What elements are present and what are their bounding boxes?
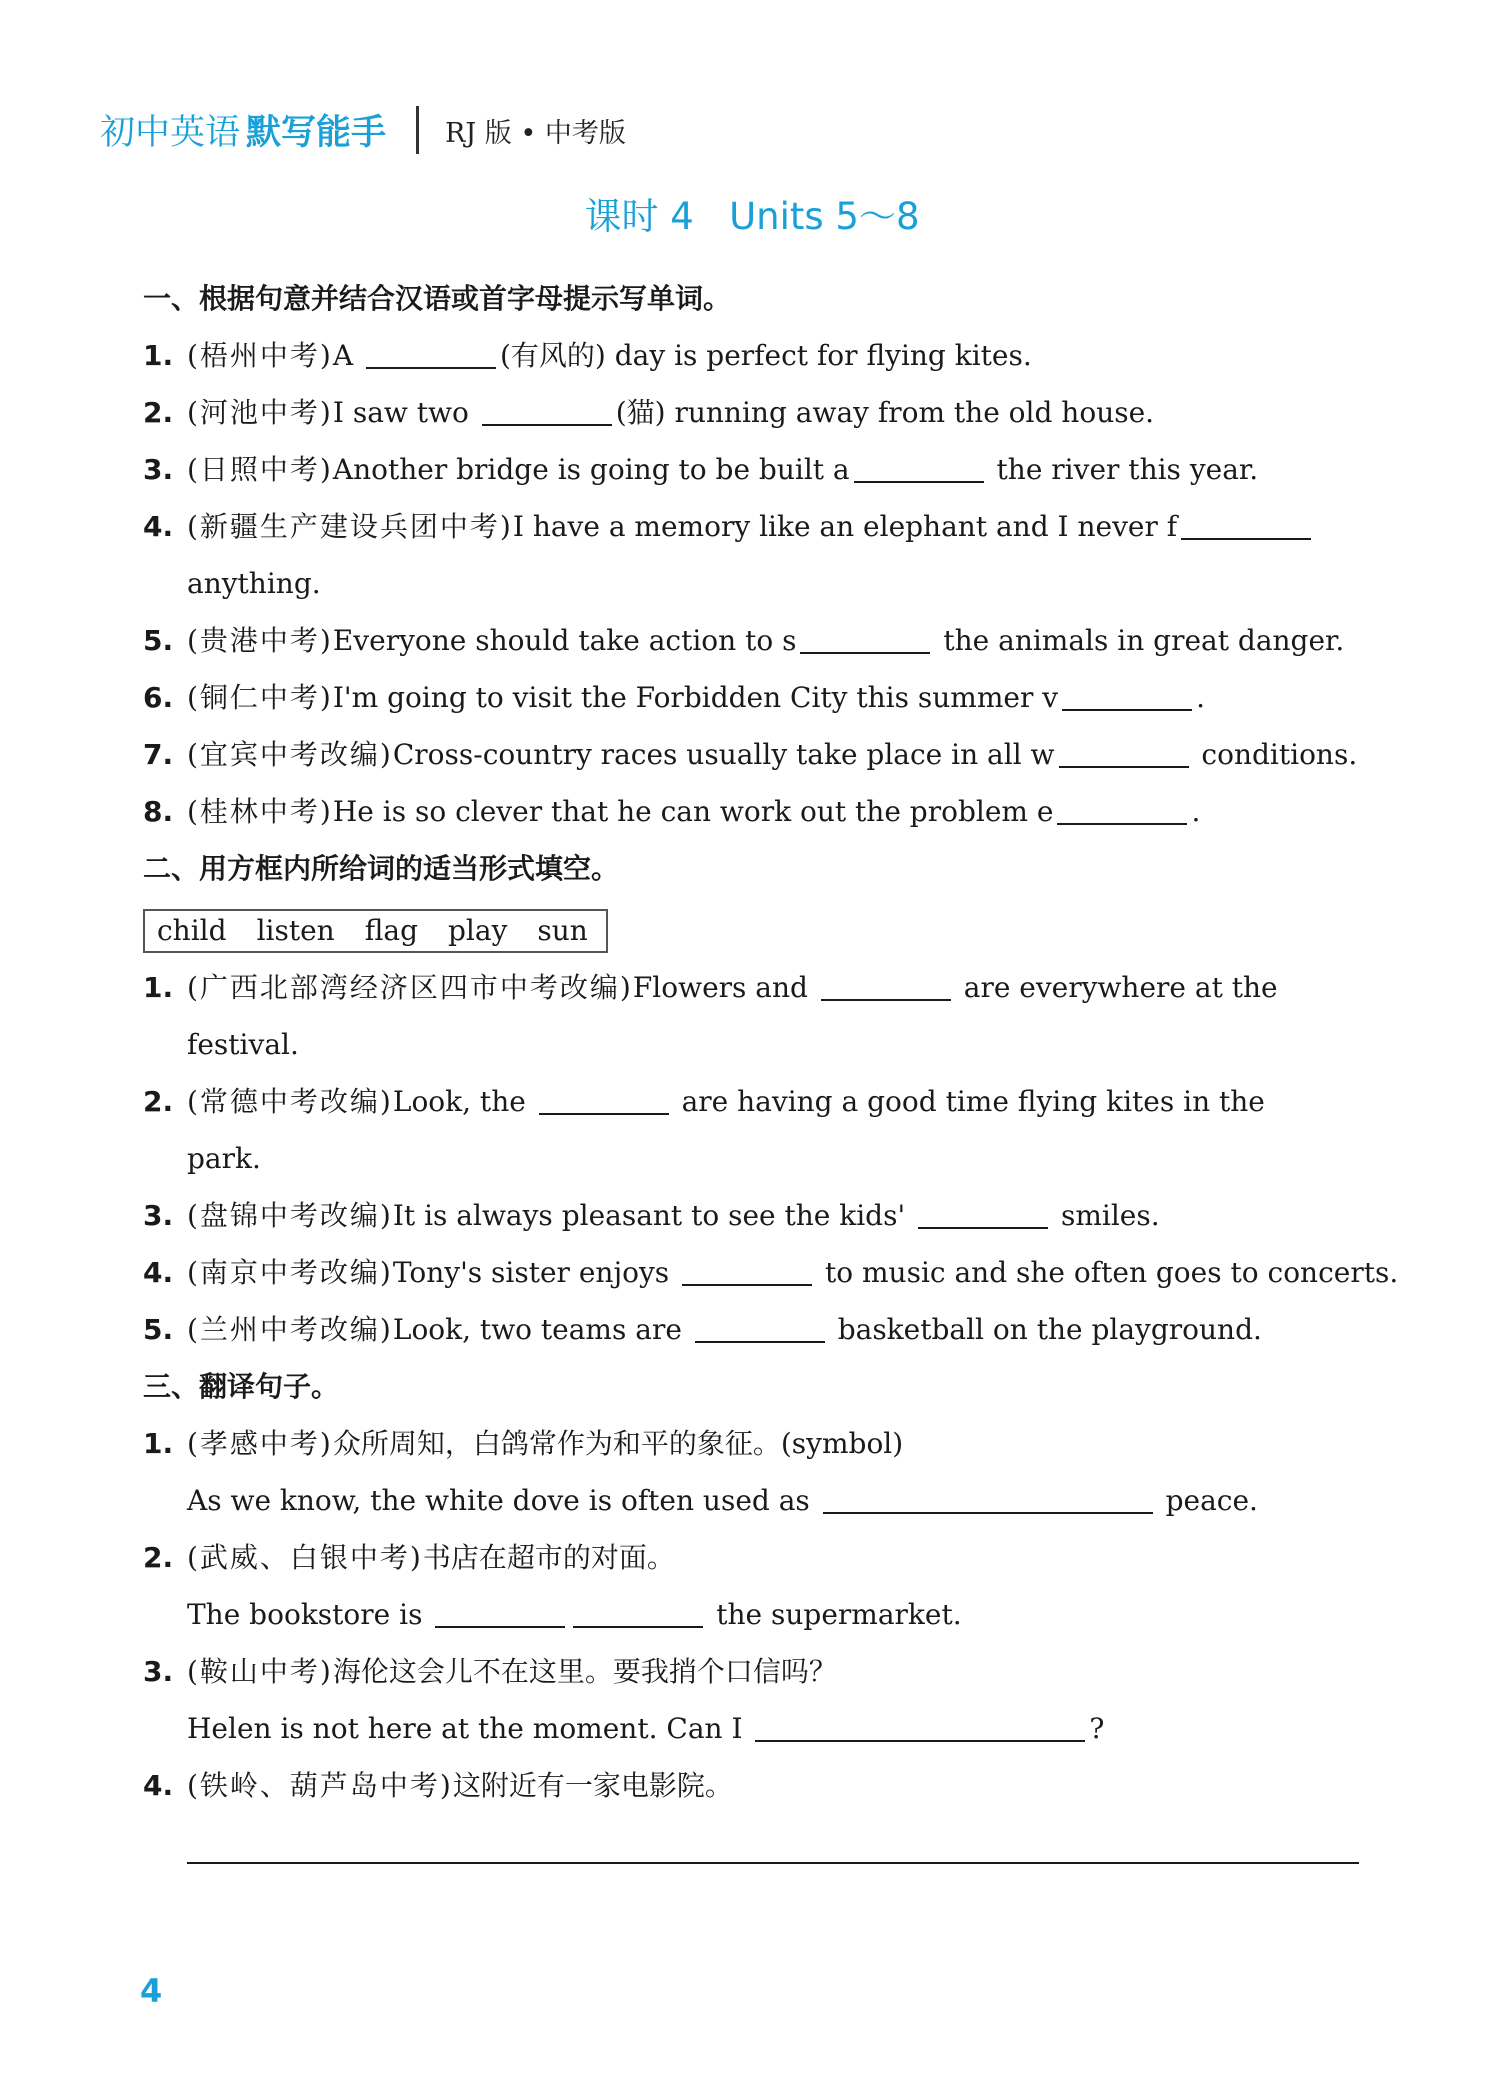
item-source: (河池中考) — [187, 396, 333, 429]
item-number: 6. — [143, 681, 174, 714]
item-source: (梧州中考) — [187, 339, 333, 372]
item-text: smiles. — [1052, 1199, 1160, 1232]
word-box-item: sun — [537, 914, 588, 947]
item-source: (新疆生产建设兵团中考) — [187, 510, 513, 543]
item-text: I saw two — [332, 396, 478, 429]
answer-blank[interactable] — [1059, 732, 1189, 768]
item-text: basketball on the playground. — [828, 1313, 1262, 1346]
section-one-title: 一、根据句意并结合汉语或首字母提示写单词。 — [143, 282, 732, 315]
answer-blank[interactable] — [573, 1592, 703, 1628]
item-number: 5. — [143, 624, 174, 657]
answer-blank[interactable] — [800, 618, 930, 654]
s3-item-1 — [143, 1415, 1358, 1472]
s1-item-8 — [143, 783, 1358, 840]
answer-blank[interactable] — [1181, 504, 1311, 540]
item-text: Flowers and — [632, 971, 817, 1004]
chinese-sentence: 书店在超市的对面。 — [422, 1541, 675, 1574]
english-text: the supermarket. — [707, 1598, 962, 1631]
answer-blank[interactable] — [695, 1307, 825, 1343]
item-text: are everywhere at the — [954, 971, 1278, 1004]
answer-blank[interactable] — [435, 1592, 565, 1628]
item-text: Cross-country races usually take place in all w — [392, 738, 1055, 771]
item-source: (铜仁中考) — [187, 681, 333, 714]
s1-item-3 — [143, 441, 1358, 498]
s1-item-5 — [143, 612, 1358, 669]
answer-blank[interactable] — [755, 1706, 1085, 1742]
item-source: (鞍山中考) — [187, 1655, 333, 1688]
english-text: The bookstore is — [187, 1598, 432, 1631]
item-number: 3. — [143, 453, 174, 486]
item-number: 1. — [143, 1427, 174, 1460]
item-text: It is always pleasant to see the kids' — [392, 1199, 915, 1232]
answer-blank[interactable] — [854, 447, 984, 483]
item-text: . — [1191, 795, 1201, 828]
item-source: (常德中考改编) — [187, 1085, 393, 1118]
s3-item-4-answer — [143, 1814, 1358, 1871]
item-text: Look, two teams are — [392, 1313, 691, 1346]
s3-item-3 — [143, 1643, 1358, 1700]
item-number: 3. — [143, 1199, 174, 1232]
section-three-title: 三、翻译句子。 — [143, 1370, 340, 1403]
item-number: 2. — [143, 1541, 174, 1574]
answer-blank[interactable] — [1062, 675, 1192, 711]
item-text: Another bridge is going to be built a — [332, 453, 850, 486]
word-box-item: play — [448, 914, 508, 947]
item-number: 1. — [143, 971, 174, 1004]
answer-blank[interactable] — [918, 1193, 1048, 1229]
page-number: 4 — [140, 1972, 163, 2010]
item-source: (日照中考) — [187, 453, 333, 486]
s2-item-5 — [143, 1301, 1358, 1358]
item-source: (孝感中考) — [187, 1427, 333, 1460]
english-text: Helen is not here at the moment. Can I — [187, 1712, 752, 1745]
item-text: Look, the — [392, 1085, 535, 1118]
word-box-item: child — [157, 914, 227, 947]
item-text: to music and she often goes to concerts. — [816, 1256, 1399, 1289]
english-text: peace. — [1156, 1484, 1258, 1517]
item-text: A — [332, 339, 362, 372]
item-number: 5. — [143, 1313, 174, 1346]
item-number: 8. — [143, 795, 174, 828]
lesson-title: 课时 4 Units 5～8 — [584, 195, 920, 238]
answer-blank[interactable] — [366, 333, 496, 369]
s3-item-2-english — [143, 1586, 1358, 1643]
answer-blank[interactable] — [821, 965, 951, 1001]
item-number: 3. — [143, 1655, 174, 1688]
item-text: (有风的) day is perfect for flying kites. — [499, 339, 1032, 372]
item-text: I have a memory like an elephant and I never f — [512, 510, 1178, 543]
s3-item-1-english — [143, 1472, 1358, 1529]
s2-item-1 — [143, 959, 1358, 1016]
item-text: the river this year. — [987, 453, 1259, 486]
english-text: As we know, the white dove is often used as — [187, 1484, 819, 1517]
item-number: 4. — [143, 510, 174, 543]
s1-item-7 — [143, 726, 1358, 783]
item-number: 7. — [143, 738, 174, 771]
brand-suffix: 默写能手 — [246, 113, 387, 153]
answer-blank[interactable] — [482, 390, 612, 426]
item-text: Tony's sister enjoys — [392, 1256, 679, 1289]
item-text: conditions. — [1192, 738, 1358, 771]
s1-item-4 — [143, 498, 1358, 555]
item-source: (武威、白银中考) — [187, 1541, 423, 1574]
chinese-sentence: 这附近有一家电影院。 — [452, 1769, 733, 1802]
item-number: 2. — [143, 1085, 174, 1118]
item-text: the animals in great danger. — [934, 624, 1345, 657]
word-box-item: listen — [256, 914, 335, 947]
brand-prefix: 初中英语 — [100, 113, 241, 153]
edition-label: RJ 版 • 中考版 — [445, 117, 626, 149]
item-text: Everyone should take action to s — [332, 624, 797, 657]
chinese-sentence: 众所周知，白鸽常作为和平的象征。(symbol) — [332, 1427, 904, 1460]
item-source: (铁岭、葫芦岛中考) — [187, 1769, 453, 1802]
item-number: 4. — [143, 1769, 174, 1802]
s2-item-1-continued: festival. — [187, 1028, 299, 1061]
s2-item-4 — [143, 1244, 1399, 1301]
item-text: . — [1196, 681, 1205, 714]
s3-item-2 — [143, 1529, 1358, 1586]
chinese-sentence: 海伦这会儿不在这里。要我捎个口信吗？ — [332, 1655, 837, 1688]
s1-item-6 — [143, 669, 1358, 726]
page-header — [100, 100, 626, 160]
s2-item-2 — [143, 1073, 1358, 1130]
section-two-title: 二、用方框内所给词的适当形式填空。 — [143, 852, 620, 885]
item-source: (广西北部湾经济区四市中考改编) — [187, 971, 633, 1004]
answer-blank[interactable] — [539, 1079, 669, 1115]
brand-title — [100, 105, 386, 155]
answer-blank[interactable] — [682, 1250, 812, 1286]
item-number: 4. — [143, 1256, 174, 1289]
answer-line[interactable] — [187, 1814, 1359, 1864]
s3-item-3-english — [143, 1700, 1358, 1757]
s1-item-2 — [143, 384, 1358, 441]
answer-blank[interactable] — [1057, 789, 1187, 825]
item-source: (南京中考改编) — [187, 1256, 393, 1289]
answer-blank[interactable] — [823, 1478, 1153, 1514]
english-text: ? — [1089, 1712, 1105, 1745]
s1-item-4-continued: anything. — [187, 567, 321, 600]
item-text: (猫) running away from the old house. — [615, 396, 1155, 429]
s2-item-2-continued: park. — [187, 1142, 261, 1175]
item-source: (宜宾中考改编) — [187, 738, 393, 771]
item-source: (盘锦中考改编) — [187, 1199, 393, 1232]
header-divider — [416, 106, 419, 154]
item-source: (兰州中考改编) — [187, 1313, 393, 1346]
item-text: are having a good time flying kites in the — [672, 1085, 1265, 1118]
item-number: 1. — [143, 339, 174, 372]
word-box — [143, 909, 608, 953]
worksheet-content — [143, 270, 1399, 1871]
item-text: I'm going to visit the Forbidden City this summer v — [332, 681, 1059, 714]
s3-item-4 — [143, 1757, 1358, 1814]
item-text: He is so clever that he can work out the problem e — [332, 795, 1054, 828]
s1-item-1 — [143, 327, 1358, 384]
item-number: 2. — [143, 396, 174, 429]
word-box-item: flag — [364, 914, 418, 947]
s2-item-3 — [143, 1187, 1358, 1244]
item-source: (贵港中考) — [187, 624, 333, 657]
item-source: (桂林中考) — [187, 795, 333, 828]
